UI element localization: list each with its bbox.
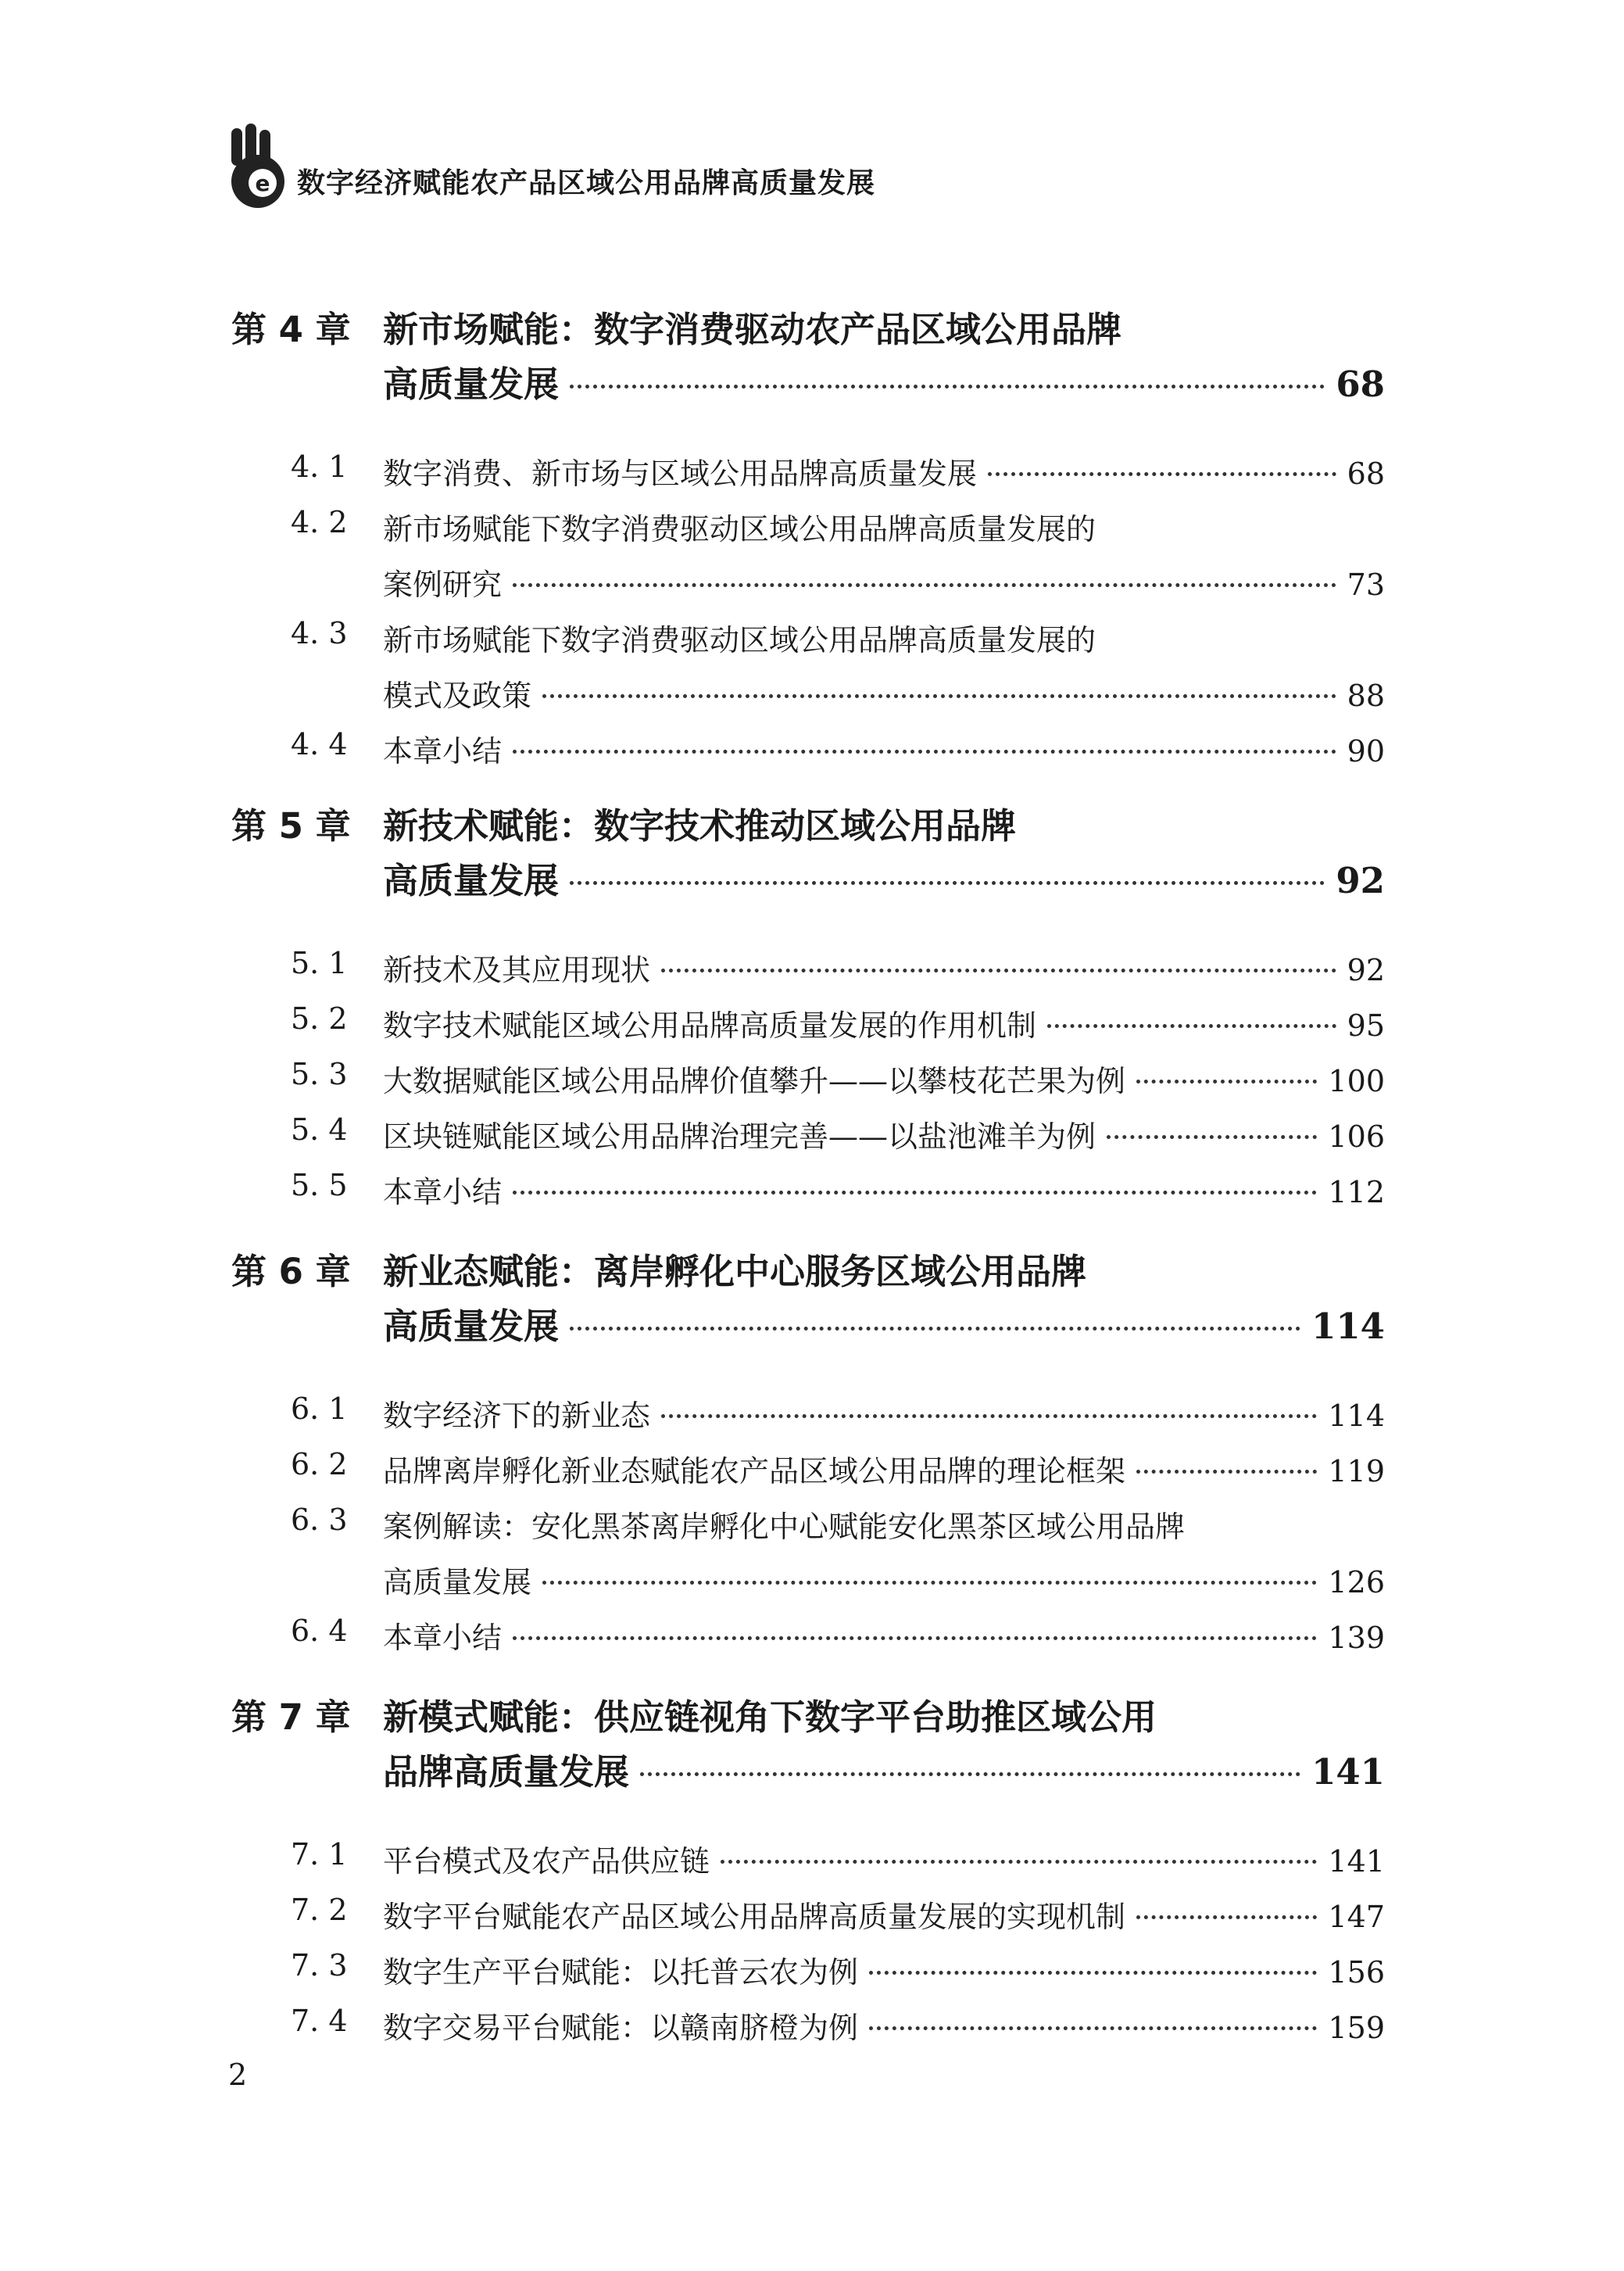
section-number: 4. 1 bbox=[291, 450, 348, 484]
section-entry[interactable] bbox=[383, 1168, 1385, 1211]
section-number: 6. 4 bbox=[291, 1614, 348, 1648]
dot-leader bbox=[570, 881, 1325, 885]
chapter-title-cont: 高质量发展 bbox=[383, 1306, 560, 1347]
section-title: 数字交易平台赋能：以赣南脐橙为例 bbox=[383, 2011, 859, 2045]
section-entry[interactable] bbox=[383, 727, 1385, 770]
dot-leader bbox=[513, 750, 1336, 754]
section-title: 数字消费、新市场与区域公用品牌高质量发展 bbox=[383, 457, 978, 491]
dot-leader bbox=[988, 472, 1336, 476]
chapter-page-number: 141 bbox=[1311, 1751, 1385, 1793]
dot-leader bbox=[869, 2026, 1317, 2030]
section-page-number: 112 bbox=[1328, 1175, 1385, 1209]
dot-leader bbox=[1136, 1915, 1317, 1919]
section-title: 新技术及其应用现状 bbox=[383, 953, 651, 987]
chapter-title-cont: 高质量发展 bbox=[383, 364, 560, 405]
section-title: 大数据赋能区域公用品牌价值攀升——以攀枝花芒果为例 bbox=[383, 1064, 1126, 1098]
dot-leader bbox=[1136, 1470, 1317, 1474]
section-entry[interactable] bbox=[383, 1948, 1385, 1991]
chapter-title-line[interactable] bbox=[383, 1243, 1385, 1294]
section-title: 数字经济下的新业态 bbox=[383, 1399, 651, 1433]
section-page-number: 147 bbox=[1328, 1900, 1385, 1934]
section-number: 6. 1 bbox=[291, 1392, 348, 1426]
section-entry[interactable] bbox=[383, 1447, 1385, 1490]
section-title: 新市场赋能下数字消费驱动区域公用品牌高质量发展的 bbox=[383, 623, 1096, 657]
section-page-number: 88 bbox=[1347, 679, 1385, 713]
section-number: 5. 2 bbox=[291, 1001, 348, 1036]
section-number: 7. 3 bbox=[291, 1948, 348, 1983]
chapter-page-number: 92 bbox=[1336, 860, 1385, 901]
section-title: 案例解读：安化黑茶离岸孵化中心赋能安化黑茶区域公用品牌 bbox=[383, 1510, 1186, 1544]
section-entry[interactable] bbox=[383, 1614, 1385, 1657]
section-entry[interactable] bbox=[383, 672, 1385, 715]
chapter-title: 新技术赋能：数字技术推动区域公用品牌 bbox=[383, 805, 1017, 847]
section-page-number: 139 bbox=[1328, 1621, 1385, 1655]
section-title: 品牌离岸孵化新业态赋能农产品区域公用品牌的理论框架 bbox=[383, 1454, 1126, 1488]
dot-leader bbox=[661, 1414, 1317, 1418]
chapter-page-number: 68 bbox=[1336, 364, 1385, 405]
section-entry[interactable] bbox=[383, 1837, 1385, 1880]
section-page-number: 126 bbox=[1328, 1565, 1385, 1599]
chapter-title: 新模式赋能：供应链视角下数字平台助推区域公用 bbox=[383, 1696, 1157, 1738]
chapter-title: 新市场赋能：数字消费驱动农产品区域公用品牌 bbox=[383, 309, 1122, 350]
section-number: 5. 3 bbox=[291, 1057, 348, 1091]
section-title-line[interactable] bbox=[383, 1503, 1385, 1546]
dot-leader bbox=[542, 694, 1336, 698]
section-number: 6. 2 bbox=[291, 1447, 348, 1481]
section-entry[interactable] bbox=[383, 561, 1385, 604]
chapter-number: 第 6 章 bbox=[231, 1251, 351, 1292]
section-entry[interactable] bbox=[383, 1057, 1385, 1100]
section-title: 高质量发展 bbox=[383, 1565, 532, 1599]
chapter-title-line[interactable] bbox=[383, 1689, 1385, 1739]
section-page-number: 100 bbox=[1328, 1064, 1385, 1098]
dot-leader bbox=[513, 583, 1336, 587]
section-title: 平台模式及农产品供应链 bbox=[383, 1844, 710, 1879]
chapter-number: 第 5 章 bbox=[231, 805, 351, 847]
dot-leader bbox=[513, 1636, 1317, 1640]
section-title: 案例研究 bbox=[383, 568, 503, 602]
header-title: 数字经济赋能农产品区域公用品牌高质量发展 bbox=[297, 167, 876, 199]
section-number: 5. 4 bbox=[291, 1112, 348, 1147]
dot-leader bbox=[721, 1860, 1317, 1864]
section-entry[interactable] bbox=[383, 450, 1385, 493]
dot-leader bbox=[1107, 1135, 1317, 1139]
dot-leader bbox=[869, 1971, 1317, 1975]
section-page-number: 141 bbox=[1328, 1844, 1385, 1879]
section-title-line[interactable] bbox=[383, 505, 1385, 548]
chapter-number: 第 7 章 bbox=[231, 1696, 351, 1738]
section-page-number: 92 bbox=[1347, 953, 1385, 987]
section-number: 6. 3 bbox=[291, 1503, 348, 1537]
section-page-number: 90 bbox=[1347, 734, 1385, 768]
section-number: 4. 4 bbox=[291, 727, 348, 761]
chapter-entry[interactable] bbox=[383, 1298, 1385, 1349]
section-entry[interactable] bbox=[383, 946, 1385, 989]
chapter-entry[interactable] bbox=[383, 852, 1385, 903]
section-entry[interactable] bbox=[383, 2004, 1385, 2047]
chapter-title-cont: 高质量发展 bbox=[383, 860, 560, 901]
section-title: 区块链赋能区域公用品牌治理完善——以盐池滩羊为例 bbox=[383, 1119, 1096, 1154]
section-number: 7. 2 bbox=[291, 1893, 348, 1927]
section-title: 模式及政策 bbox=[383, 679, 532, 713]
dot-leader bbox=[570, 1327, 1300, 1331]
dot-leader bbox=[513, 1191, 1317, 1195]
section-page-number: 114 bbox=[1328, 1399, 1385, 1433]
section-title: 本章小结 bbox=[383, 1175, 503, 1209]
section-entry[interactable] bbox=[383, 1558, 1385, 1601]
svg-text:e: e bbox=[255, 170, 270, 196]
section-title: 本章小结 bbox=[383, 1621, 503, 1655]
section-page-number: 95 bbox=[1347, 1008, 1385, 1043]
dot-leader bbox=[640, 1772, 1300, 1776]
section-entry[interactable] bbox=[383, 1001, 1385, 1044]
chapter-title-cont: 品牌高质量发展 bbox=[383, 1751, 630, 1793]
dot-leader bbox=[661, 969, 1336, 973]
section-number: 4. 2 bbox=[291, 505, 348, 539]
chapter-entry[interactable] bbox=[383, 1743, 1385, 1794]
section-page-number: 68 bbox=[1347, 457, 1385, 491]
section-number: 5. 1 bbox=[291, 946, 348, 980]
chapter-number: 第 4 章 bbox=[231, 309, 351, 350]
section-title: 新市场赋能下数字消费驱动区域公用品牌高质量发展的 bbox=[383, 512, 1096, 546]
section-title: 数字技术赋能区域公用品牌高质量发展的作用机制 bbox=[383, 1008, 1037, 1043]
section-page-number: 159 bbox=[1328, 2011, 1385, 2045]
chapter-title-line[interactable] bbox=[383, 797, 1385, 848]
section-number: 4. 3 bbox=[291, 616, 348, 650]
section-number: 5. 5 bbox=[291, 1168, 348, 1202]
section-entry[interactable] bbox=[383, 1392, 1385, 1435]
section-title-line[interactable] bbox=[383, 616, 1385, 659]
section-number: 7. 1 bbox=[291, 1837, 348, 1872]
section-page-number: 156 bbox=[1328, 1955, 1385, 1990]
dot-leader bbox=[570, 385, 1325, 389]
section-page-number: 106 bbox=[1328, 1119, 1385, 1154]
chapter-entry[interactable] bbox=[383, 356, 1385, 407]
section-title: 数字生产平台赋能：以托普云农为例 bbox=[383, 1955, 859, 1990]
section-number: 7. 4 bbox=[291, 2004, 348, 2038]
section-page-number: 119 bbox=[1328, 1454, 1385, 1488]
chapter-page-number: 114 bbox=[1311, 1306, 1385, 1347]
chapter-title: 新业态赋能：离岸孵化中心服务区域公用品牌 bbox=[383, 1251, 1087, 1292]
section-title: 数字平台赋能农产品区域公用品牌高质量发展的实现机制 bbox=[383, 1900, 1126, 1934]
page-number: 2 bbox=[228, 2058, 248, 2092]
dot-leader bbox=[1047, 1024, 1336, 1028]
chapter-title-line[interactable] bbox=[383, 301, 1385, 352]
dot-leader bbox=[1136, 1080, 1317, 1084]
section-entry[interactable] bbox=[383, 1893, 1385, 1936]
e-hand-logo-icon bbox=[228, 124, 292, 210]
section-page-number: 73 bbox=[1347, 568, 1385, 602]
dot-leader bbox=[542, 1581, 1317, 1585]
section-title: 本章小结 bbox=[383, 734, 503, 768]
section-entry[interactable] bbox=[383, 1112, 1385, 1155]
